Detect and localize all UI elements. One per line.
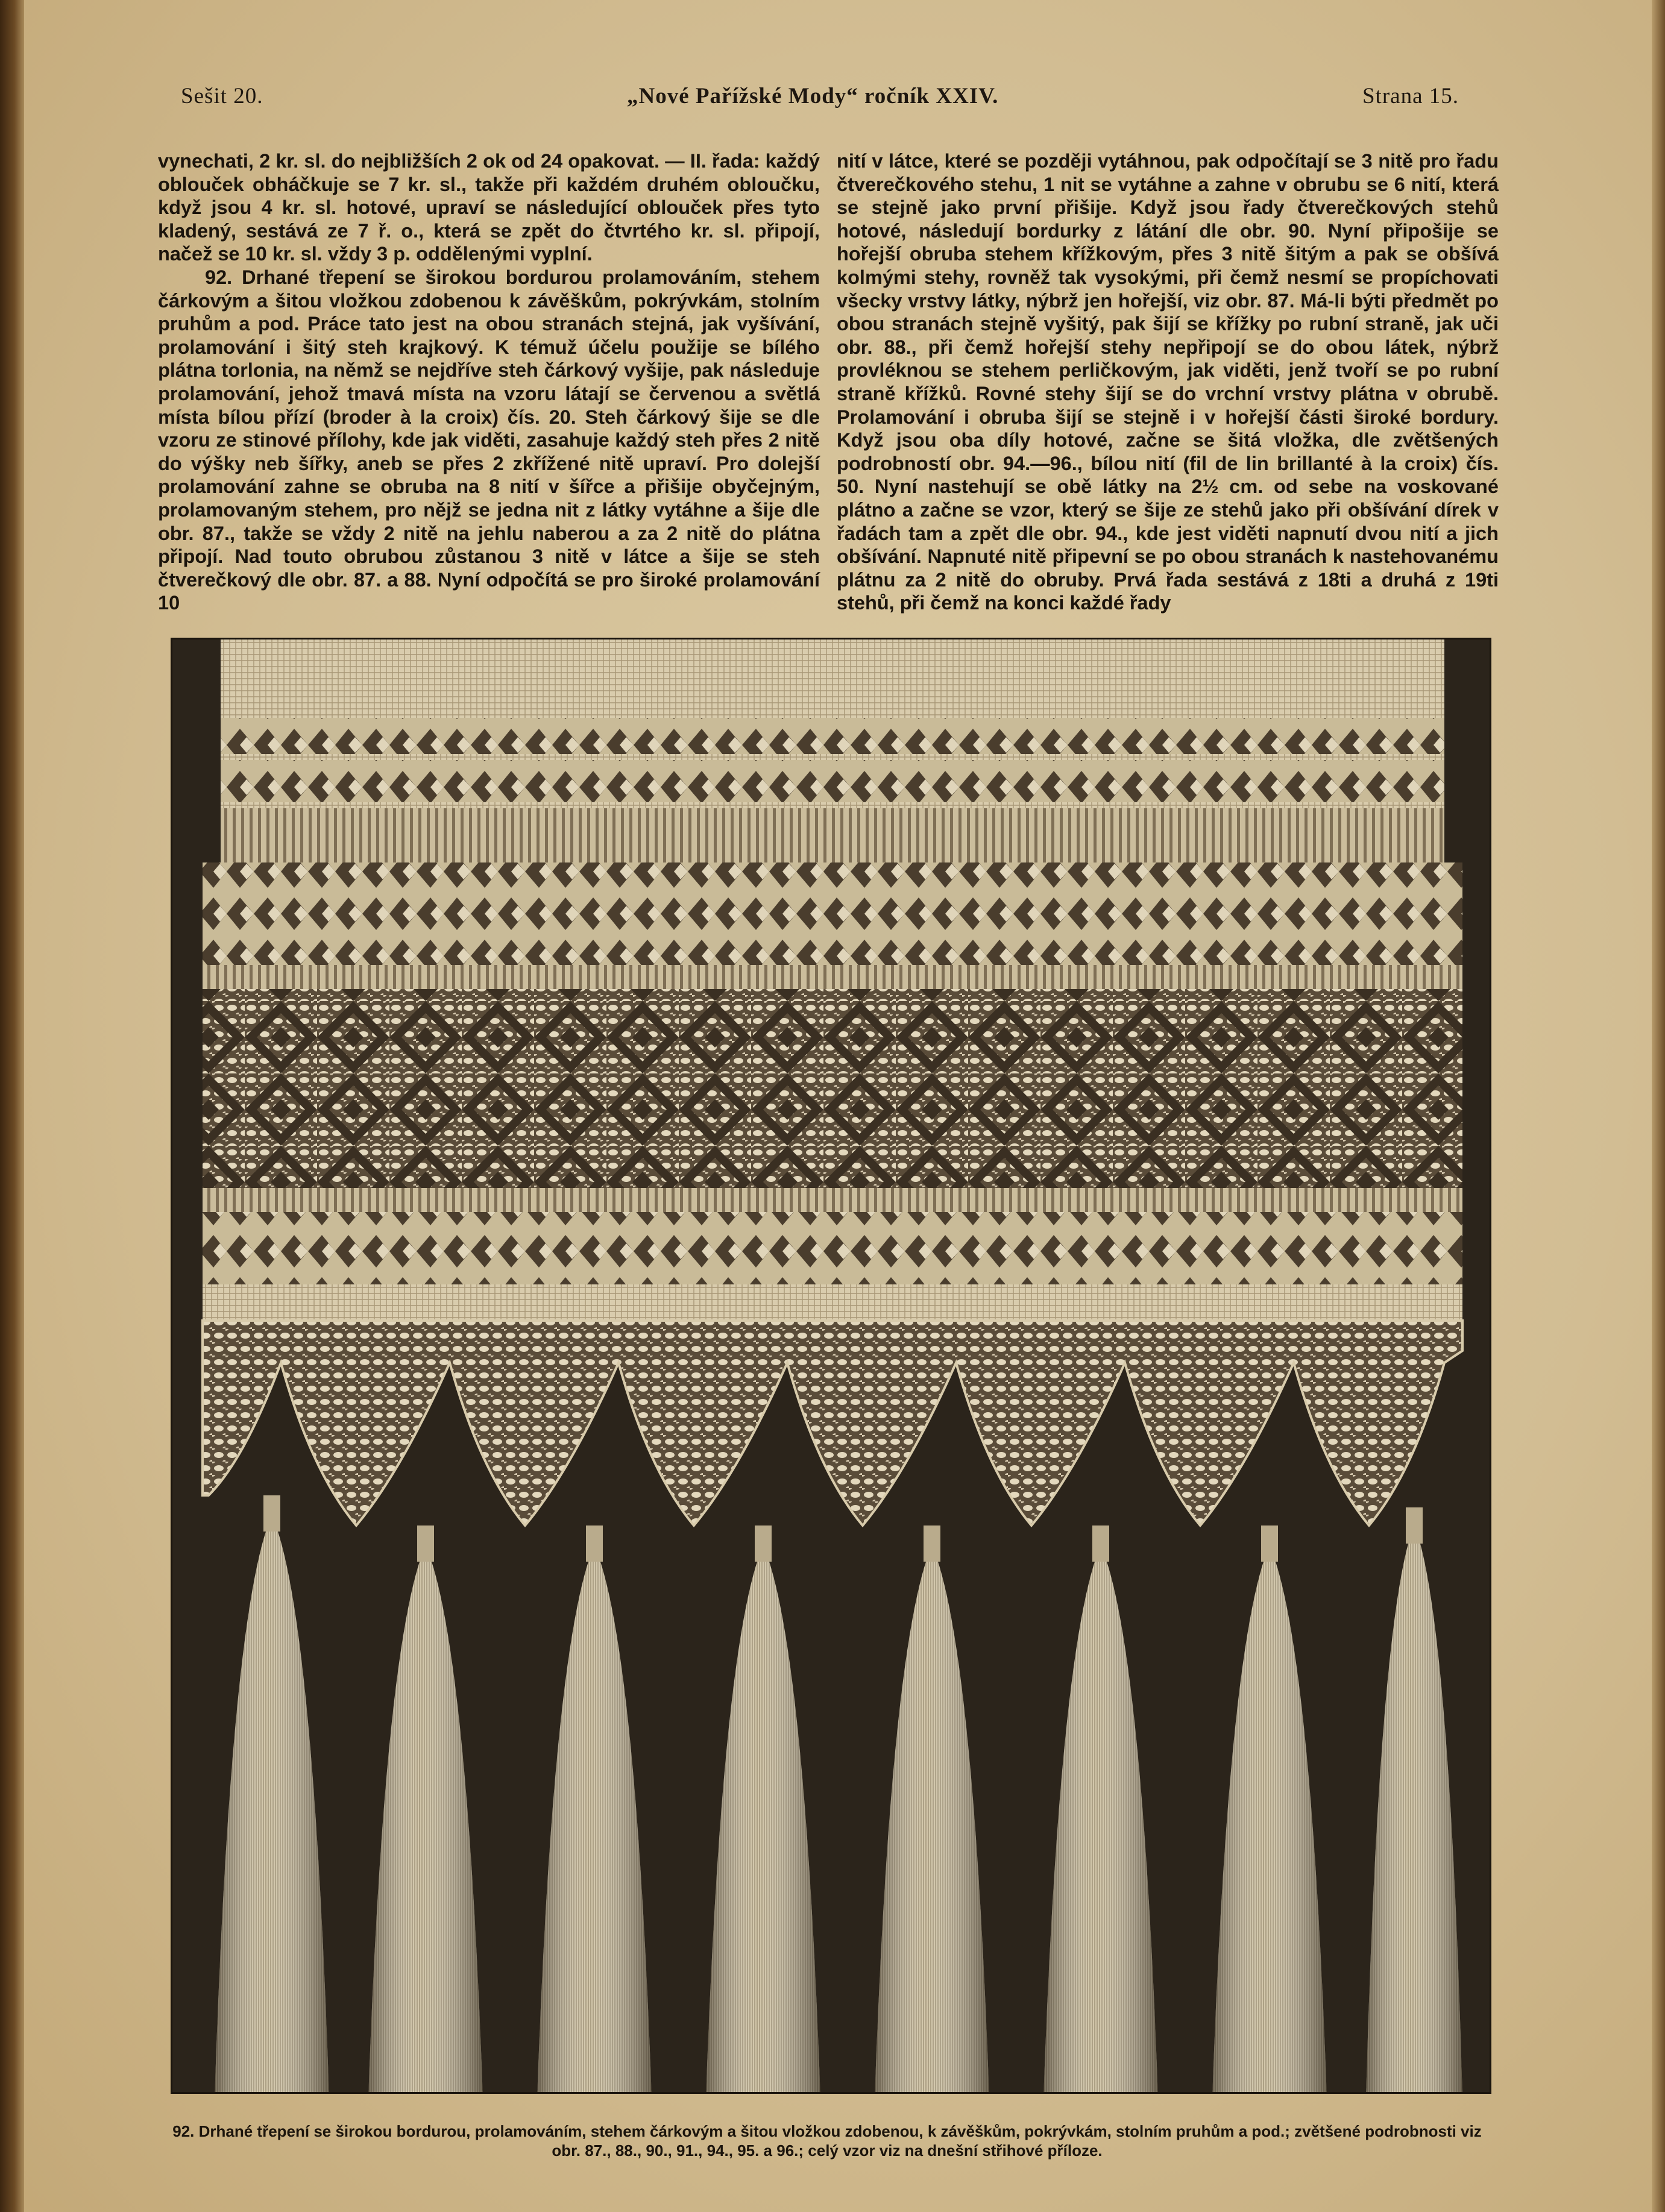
paragraph-continuation: vynechati, 2 kr. sl. do nejbližších 2 ok od 24 opakovat. — II. řada: každý oblouček obháčkuje se 7 kr. sl., takže při každém druhém obloučku, když jsou 4 kr. sl. hotové, upraví se následující oblouček přes tyto kladený, sestává ze 7 ř. o., která se zpět do čtvrtého kr. sl. připojí, načež se 10 kr. sl. vždy 3 p. oddělenými vyplní. bbox=[158, 150, 820, 265]
paragraph-92 bbox=[158, 266, 820, 615]
page-spine-shadow bbox=[0, 0, 24, 2212]
fringe-illustration bbox=[171, 638, 1491, 2094]
running-header bbox=[181, 83, 1459, 119]
diamond-lattice-band bbox=[203, 989, 1462, 1188]
page-edge-shadow bbox=[1652, 0, 1665, 2212]
upper-border-band bbox=[203, 862, 1462, 965]
fringe-engraving bbox=[172, 639, 1490, 2092]
lower-rib-band bbox=[203, 1188, 1462, 1212]
figure-caption: 92. Drhané třepení se širokou bordurou, prolamováním, stehem čárkovým a šitou vložkou zdobenou, k závěškům, pokrývkám, stolním pruhům a pod.; zvětšené podrobnosti viz obr. 87., 88., 90., 91., 94., 95. a 96.; celý vzor viz na dnešní střihové příloze. bbox=[172, 2122, 1482, 2160]
paragraph-continuation-right: nití v látce, které se později vytáhnou, pak odpočítají se 3 nitě pro řadu čtverečkového stehu, 1 nit se vytáhne a zahne v obrubu se 6 nití, která se stejně jako první přišije. Když jsou řady čtverečkových stehů hotové, následují bordurky z látání dle obr. 90. Nyní připošije se hořejší obruba stehem křížkovým, přes 3 nitě šitým a pak se obšívá kolmými stehy, rovněž tak vysokými, při čemž nesmí se propíchovati všecky vrstvy látky, nýbrž jen hořejší, viz obr. 87. Má-li býti předmět po obou stranách stejně vyšitý, pak šijí se křížky po rubní straně, jak uči obr. 88., při čemž hořejší stehy nepřipojí se do obou látek, nýbrž provléknou se stehem perličkovým, jak viděti, jenž tvoří se po rubní straně křížků. Rovné stehy šijí se do vrchní vrstvy plátna v obrubě. Prolamování i obruba šijí se stejně i v hořejší části široké bordury. Když jsou oba díly hotové, začne se šitá vložka, dle zvětšených podrobností obr. 94.—96., bílou nití (fil de lin brillanté à la croix) čís. 50. Nyní nastehují se obě látky na 2½ cm. od sebe na voskované plátno a začne se vzor, který se šije ze stehů jako při obšívání dírek v řadách tam a zpět dle obr. 94., kde jest viděti napnutí dvou nití a jich obšívání. Napnuté nitě připevní se po obou stranách k nastehovanému plátnu za 2 nitě do obruby. Prvá řada sestává z 18ti a druhá z 19ti stehů, při čemž na konci každé řady bbox=[837, 150, 1499, 614]
upper-rib-band bbox=[203, 965, 1462, 989]
header-issue: Sešit 20. bbox=[181, 84, 263, 108]
header-page-number: Strana 15. bbox=[1362, 84, 1459, 108]
text-column-right bbox=[837, 149, 1499, 615]
item-number: 92. bbox=[205, 266, 233, 288]
lower-border-band bbox=[203, 1212, 1462, 1284]
linen-top-panel bbox=[221, 639, 1444, 862]
hem-band bbox=[203, 1284, 1462, 1321]
item-title: Drhané třepení bbox=[242, 266, 385, 288]
header-title: „Nové Pařížské Mody“ ročník XXIV. bbox=[627, 84, 999, 108]
text-column-left bbox=[158, 149, 820, 615]
item-body: se širokou bordurou prolamováním, stehem čárkovým a šitou vložkou zdobenou k závěškům, pokrývkám, stolním pruhům a pod. Práce tato jest na obou stranách stejná, jak vyšívání, prolamování i šitý steh krajkový. K témuž účelu použije se bílého plátna torlonia, na němž se nejdříve steh čárkový vyšije, pak následuje prolamování, jehož tmavá místa na vzoru látají se červenou a světlá místa bílou přízí (broder à la croix) čís. 20. Steh čárkový šije se dle vzoru ze stinové přílohy, kde jak viděti, zasahuje každý steh přes 2 nitě do výšky neb šířky, aneb se přes 2 zkřížené nitě upraví. Pro dolejší prolamování zahne se obruba na 8 nití v šířce a přišije obyčejným, prolamovaným stehem, pro nějž se jedna nit z látky vytáhne a šije dle obr. 87., takže se vždy 2 nitě na jehlu naberou a za 2 nitě do plátna připojí. Nad touto obrubou zůstanou 3 nitě v látce a šije se steh čtverečkový dle obr. 87. a 88. Nyní odpočítá se pro široké prolamování 10 bbox=[158, 266, 820, 614]
